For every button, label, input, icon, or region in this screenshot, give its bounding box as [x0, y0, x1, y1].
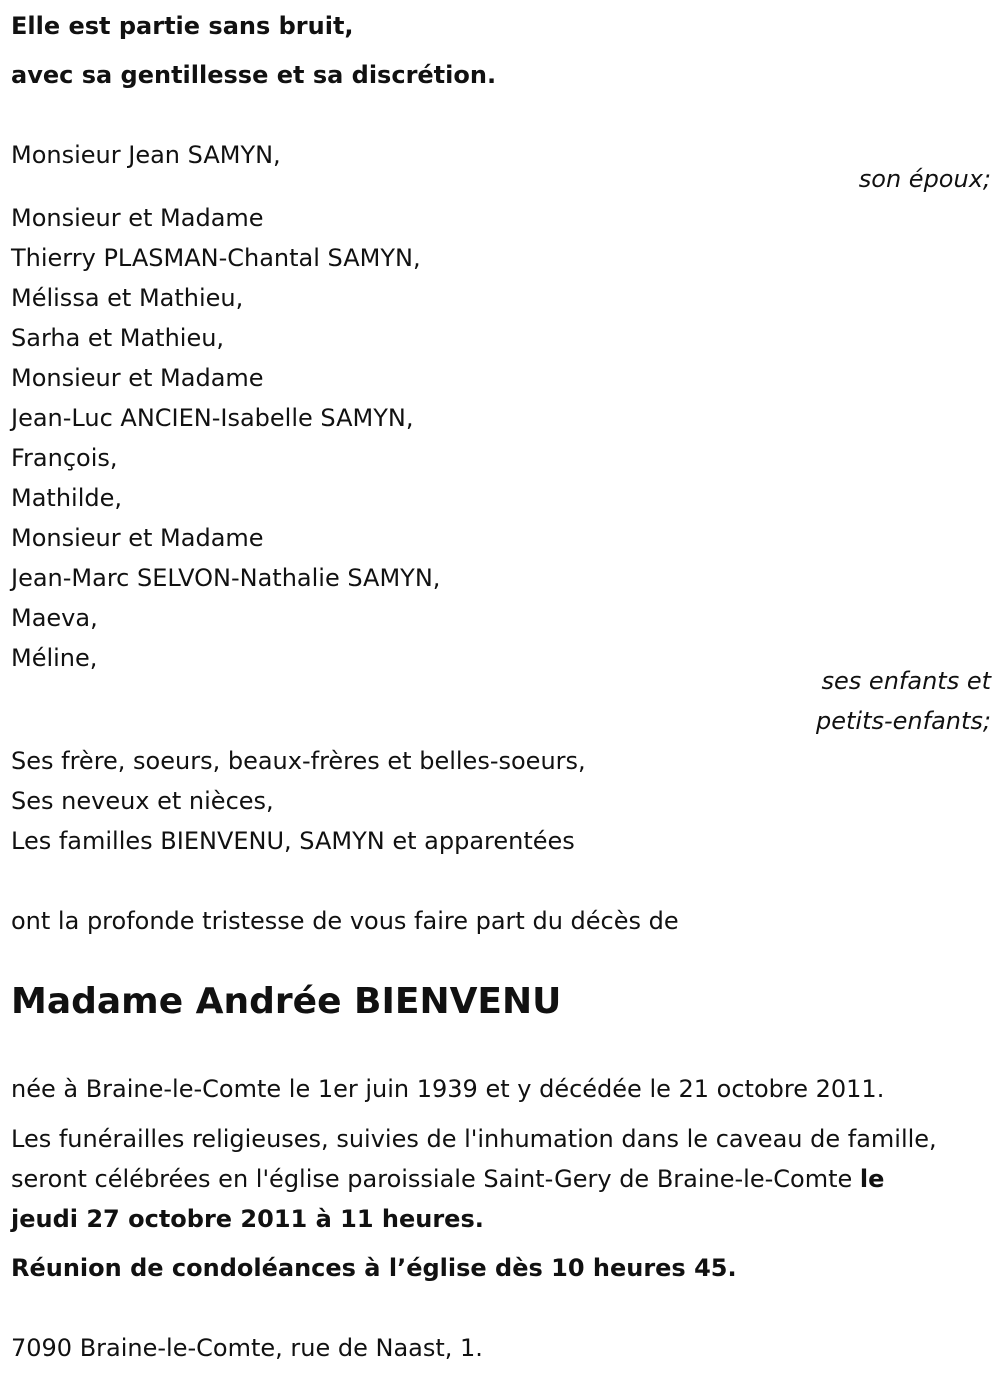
children-line-3: Mélissa et Mathieu, — [11, 284, 244, 312]
announcement-text: ont la profonde tristesse de vous faire part du décès de — [11, 907, 679, 935]
obituary-notice — [11, 0, 991, 1381]
spouse-name: Monsieur Jean SAMYN, — [11, 141, 281, 169]
children-line-1: Monsieur et Madame — [11, 204, 264, 232]
children-line-2: Thierry PLASMAN-Chantal SAMYN, — [11, 244, 421, 272]
children-line-9: Monsieur et Madame — [11, 524, 264, 552]
deceased-name: Madame Andrée BIENVENU — [11, 981, 562, 1022]
spouse-role: son époux; — [858, 165, 991, 193]
family-line-3: Les familles BIENVENU, SAMYN et apparentées — [11, 827, 575, 855]
family-line-1: Ses frère, soeurs, beaux-frères et belles-soeurs, — [11, 747, 586, 775]
children-line-11: Maeva, — [11, 604, 98, 632]
family-line-2: Ses neveux et nièces, — [11, 787, 274, 815]
funeral-date: le jeudi 27 octobre 2011 à 11 heures. — [11, 1165, 885, 1233]
funeral-paragraph — [11, 1119, 951, 1239]
children-line-8: Mathilde, — [11, 484, 122, 512]
children-line-10: Jean-Marc SELVON-Nathalie SAMYN, — [11, 564, 441, 592]
children-line-4: Sarha et Mathieu, — [11, 324, 225, 352]
children-line-7: François, — [11, 444, 118, 472]
children-line-6: Jean-Luc ANCIEN-Isabelle SAMYN, — [11, 404, 414, 432]
intro-line-1: Elle est partie sans bruit, — [11, 12, 354, 40]
intro-line-2: avec sa gentillesse et sa discrétion. — [11, 61, 497, 89]
children-line-12: Méline, — [11, 644, 98, 672]
children-line-5: Monsieur et Madame — [11, 364, 264, 392]
birth-death-text: née à Braine-le-Comte le 1er juin 1939 et y décédée le 21 octobre 2011. — [11, 1075, 885, 1103]
address-text: 7090 Braine-le-Comte, rue de Naast, 1. — [11, 1334, 483, 1362]
condolences-text: Réunion de condoléances à l’église dès 10 heures 45. — [11, 1254, 737, 1282]
children-role-line-2: petits-enfants; — [816, 707, 991, 735]
children-role-line-1: ses enfants et — [821, 667, 991, 695]
funeral-text: Les funérailles religieuses, suivies de l'inhumation dans le caveau de famille, seront célébrées en l'église paroissiale Saint-Gery de Braine-le-Comte — [11, 1125, 937, 1193]
